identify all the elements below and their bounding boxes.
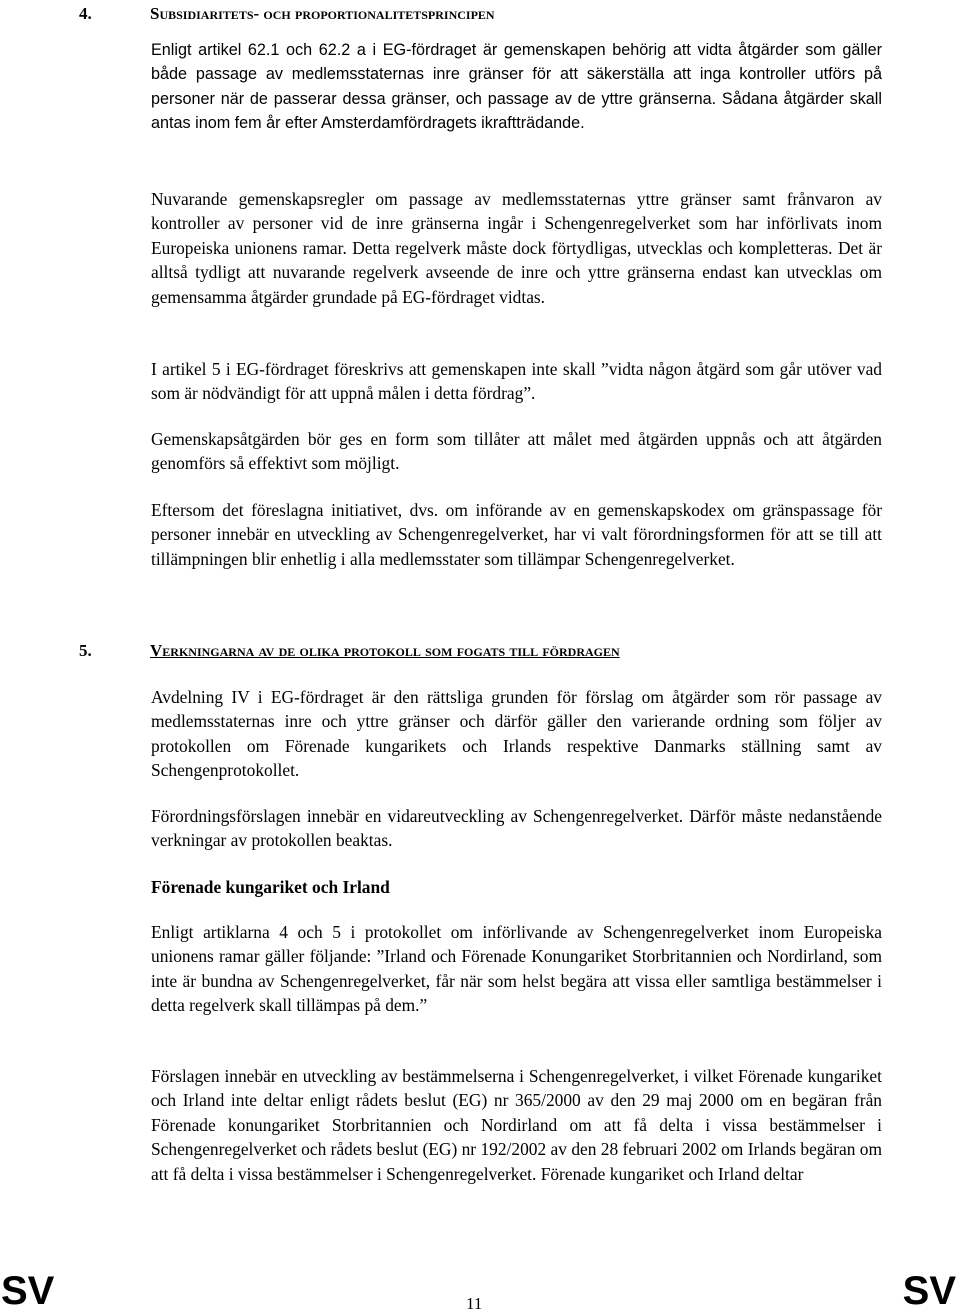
paragraph: Förslagen innebär en utveckling av bestämmelserna i Schengenregelverket, i vilket Förenade kungariket och Irland inte deltar enligt rådets beslut (EG) nr 365/2000 av den 29 maj 2000 om en begäran från Förenade konungariket Storbritannien och Nordirland om att få delta i vissa bestämmelser i Schengenregelverket och rådets beslut (EG) nr 192/2002 av den 28 februari 2002 om Irlands begäran om att få delta i vissa bestämmelser i Schengenregelverket. Förenade kungariket och Irland deltar (151, 1066, 882, 1184)
section-title: Verkningarna av de olika protokoll som fogats till fördragen (150, 641, 620, 660)
paragraph: Enligt artikel 62.1 och 62.2 a i EG-fördraget är gemenskapen behörig att vidta åtgärder som gäller både passage av medlemsstaternas inre gränser för att säkerställa att inga kontroller utförs på personer när de passerar dessa gränser, och passage av de yttre gränserna. Sådana åtgärder skall antas inom fem år efter Amsterdamfördragets ikraftträdande. (151, 41, 882, 133)
section-number: 4. (79, 4, 92, 23)
language-code-right: SV (902, 1269, 956, 1313)
subheading: Förenade kungariket och Irland (151, 877, 390, 897)
paragraph: Nuvarande gemenskapsregler om passage av medlemsstaternas yttre gränser samt frånvaron av kontroller av personer vid de inre gränserna ingår i Schengenregelverket som har införlivats inom Europeiska unionens ramar. Detta regelverk måste dock förtydligas, utvecklas och kompletteras. Det är alltså tydligt att nuvarande regelverk avseende de inre och yttre gränserna endast kan utvecklas om gemensamma åtgärder grundade på EG-fördraget vidtas. (151, 189, 882, 307)
paragraph: Enligt artiklarna 4 och 5 i protokollet om införlivande av Schengenregelverket inom Europeiska unionens ramar gäller följande: ”Irland och Förenade Konungariket Storbritannien och Nordirland, som inte är bundna av Schengenregelverket, får när som helst begära att vissa eller samtliga bestämmelser i detta regelverk skall tillämpas på dem.” (151, 922, 882, 1016)
language-code-left: SV (1, 1269, 55, 1313)
section-title: Subsidiaritets- och proportionalitetsprincipen (150, 4, 495, 23)
page-number: 11 (466, 1294, 483, 1313)
paragraph: Förordningsförslagen innebär en vidareutveckling av Schengenregelverket. Därför måste nedanstående verkningar av protokollen beaktas. (151, 806, 882, 851)
paragraph: Eftersom det föreslagna initiativet, dvs. om införande av en gemenskapskodex om gränspassage för personer innebär en utveckling av Schengenregelverket, har vi valt förordningsformen för att se till att tillämpningen blir enhetlig i alla medlemsstater som tillämpar Schengenregelverket. (151, 500, 882, 569)
paragraph: I artikel 5 i EG-fördraget föreskrivs att gemenskapen inte skall ”vidta någon åtgärd som går utöver vad som är nödvändigt för att uppnå målen i detta fördrag”. (151, 359, 882, 404)
paragraph: Gemenskapsåtgärden bör ges en form som tillåter att målet med åtgärden uppnås och att åtgärden genomförs så effektivt som möjligt. (151, 429, 882, 474)
paragraph: Avdelning IV i EG-fördraget är den rättsliga grunden för förslag om åtgärder som rör passage av medlemsstaternas inre och yttre gränser och därför gäller den varierande ordning som följer av protokollen om Förenade kungarikets och Irlands respektive Danmarks ställning samt av Schengenprotokollet. (151, 687, 882, 781)
section-number: 5. (79, 641, 92, 660)
